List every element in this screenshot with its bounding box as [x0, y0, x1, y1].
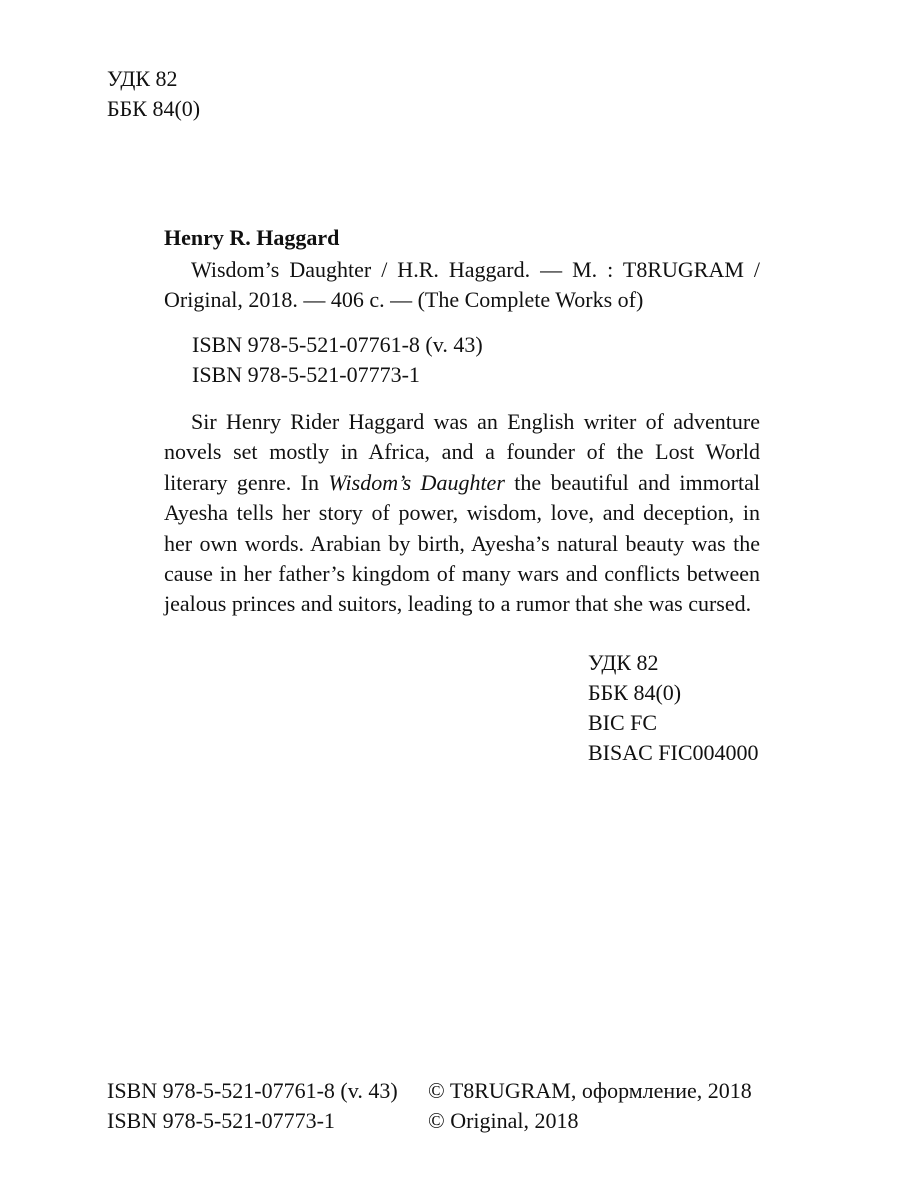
top-classification-codes [107, 64, 200, 124]
classification-udk: УДК 82 [588, 650, 659, 675]
footer-isbn-series: ISBN 978-5-521-07773-1 [107, 1108, 335, 1133]
isbn-list [192, 330, 483, 390]
bibliographic-description [164, 255, 760, 315]
footer-copyright [428, 1076, 752, 1136]
isbn-volume: ISBN 978-5-521-07761-8 (v. 43) [192, 332, 483, 357]
bibliographic-line-2: Original, 2018. — 406 c. — (The Complete Works of) [164, 287, 644, 312]
classification-bic: BIC FC [588, 710, 658, 735]
classification-bbk: ББК 84(0) [588, 680, 682, 705]
bibliographic-line-1: Wisdom’s Daughter / H.R. Haggard. — M. : T8RUGRAM / [191, 257, 760, 282]
classification-codes [588, 648, 759, 768]
author-name: Henry R. Haggard [164, 225, 340, 250]
isbn-series: ISBN 978-5-521-07773-1 [192, 362, 420, 387]
copyright-design: © T8RUGRAM, оформление, 2018 [428, 1078, 752, 1103]
udk-code: УДК 82 [107, 66, 178, 91]
annotation-part-1: Sir Henry Rider Haggard was an English writer of adventure novels set mostly in Africa, and a founder of the Lost World literary genre. In [164, 409, 760, 495]
footer-isbn [107, 1076, 398, 1136]
bbk-code: ББК 84(0) [107, 96, 201, 121]
footer-isbn-volume: ISBN 978-5-521-07761-8 (v. 43) [107, 1078, 398, 1103]
annotation-part-2: the beautiful and immortal Ayesha tells her story of power, wisdom, love, and deception, in her own words. Arabian by birth, Ayesha’s natural beauty was the cause in her father’s kingdom of many wars and conflicts between jealous princes and suitors, leading to a rumor that she was cursed. [164, 469, 760, 617]
classification-bisac: BISAC FIC004000 [588, 740, 759, 765]
annotation-book-title: Wisdom’s Daughter [328, 469, 505, 495]
book-annotation [164, 407, 760, 620]
copyright-original: © Original, 2018 [428, 1108, 579, 1133]
